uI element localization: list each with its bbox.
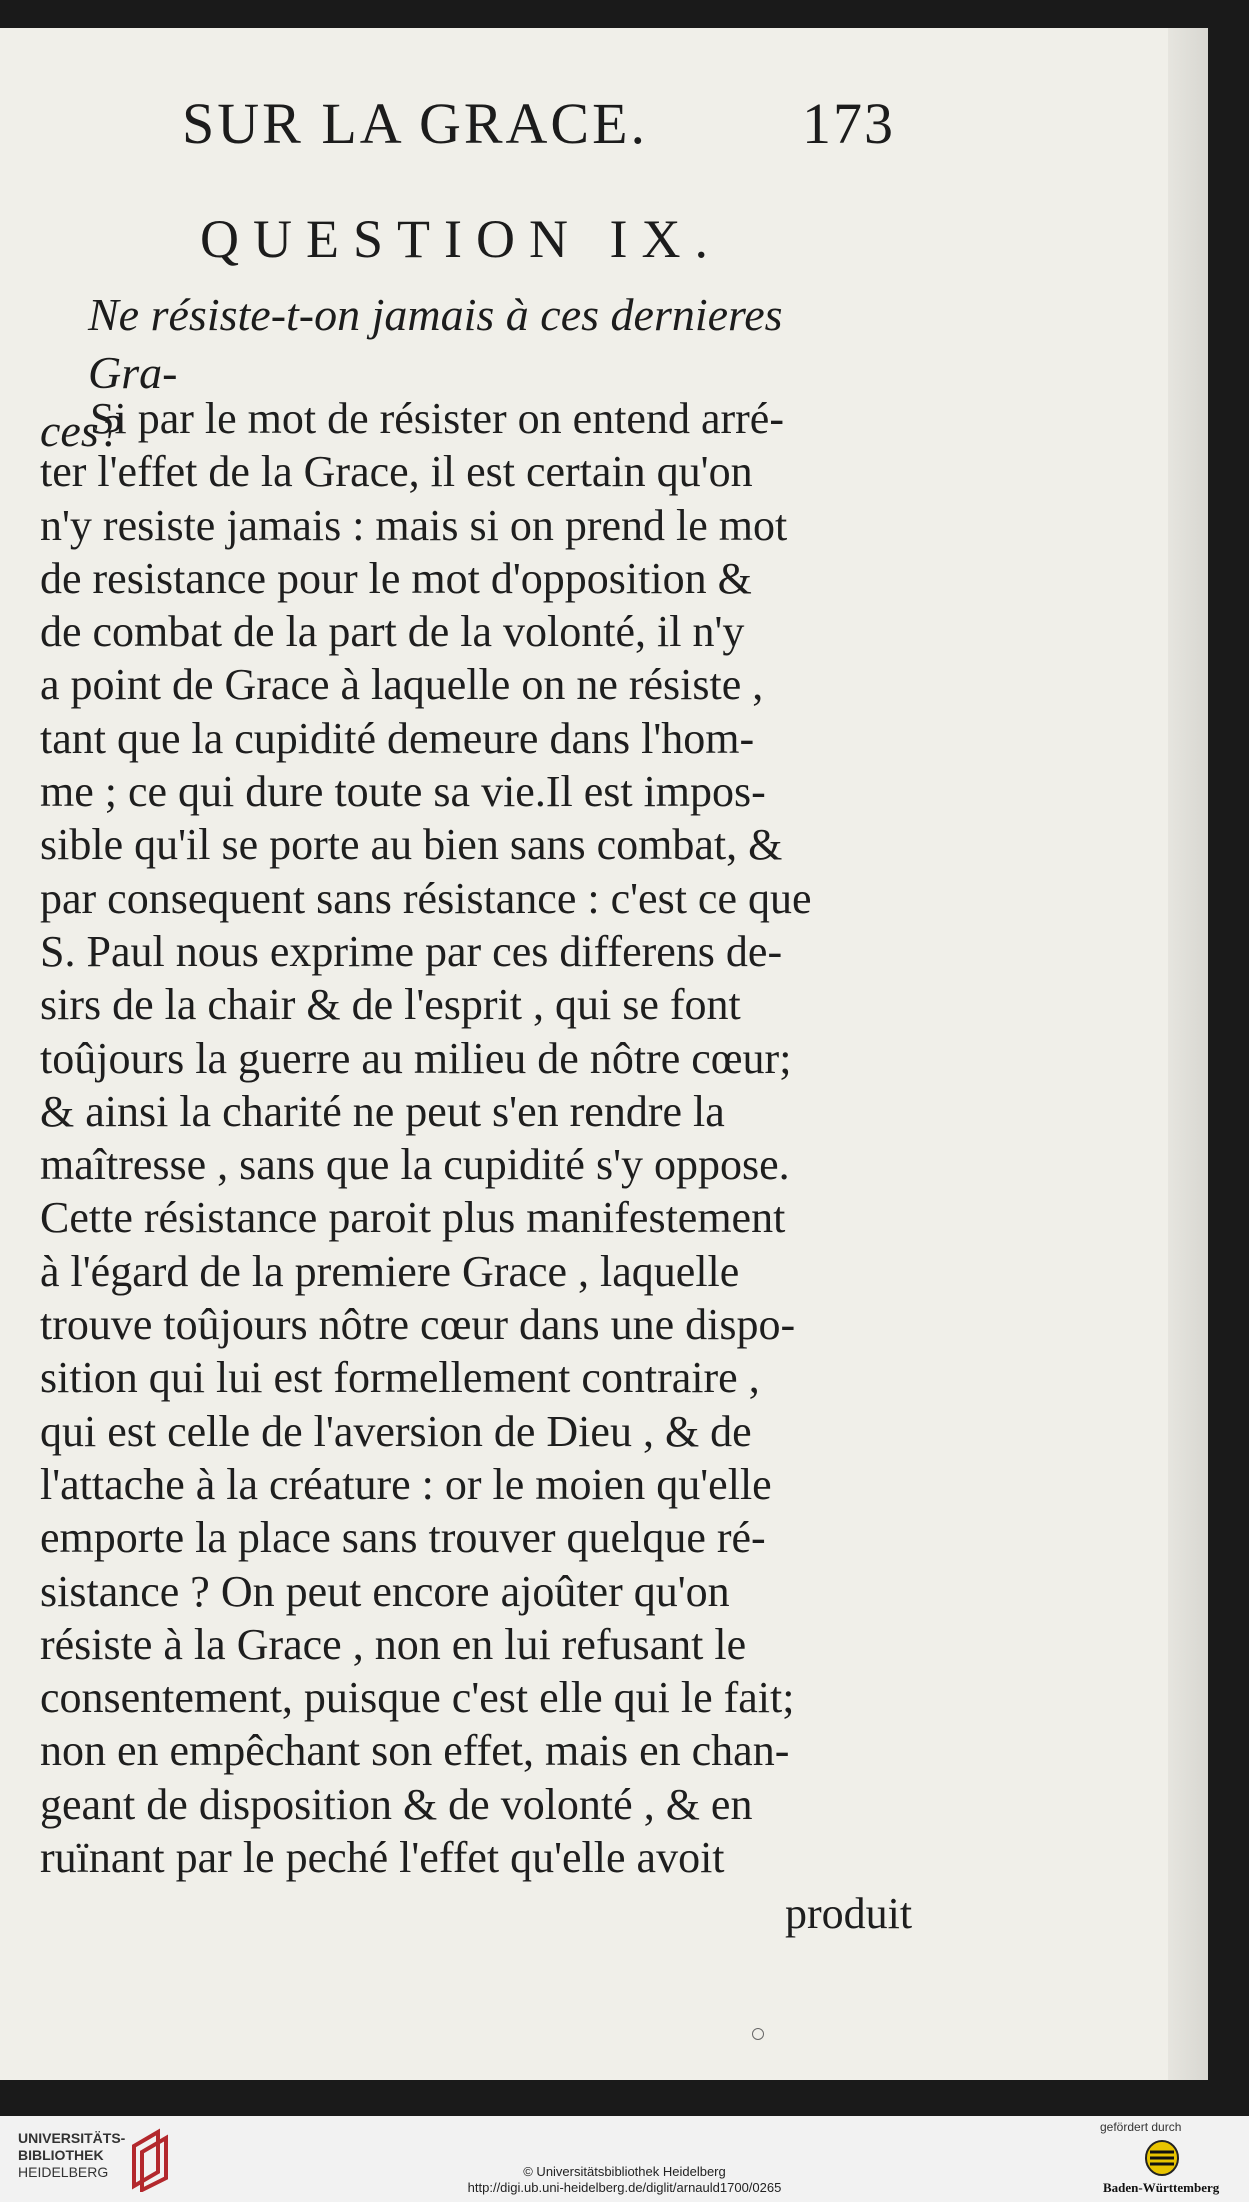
- footer-bar: [0, 2116, 1249, 2202]
- text-line: à l'égard de la premiere Grace , laquelle: [40, 1246, 740, 1296]
- text-line: a point de Grace à laquelle on ne résiste ,: [40, 660, 764, 710]
- permalink[interactable]: http://digi.ub.uni-heidelberg.de/diglit/arnauld1700/0265: [467, 2180, 782, 2195]
- page-edge: [1168, 28, 1208, 2080]
- text-line: trouve toûjours nôtre cœur dans une dispo-: [40, 1300, 796, 1350]
- library-name-line: BIBLIOTHEK: [18, 2147, 104, 2163]
- text-line: de resistance pour le mot d'opposition &: [40, 553, 752, 603]
- text-line: me ; ce qui dure toute sa vie.Il est impos-: [40, 767, 766, 817]
- copyright-block: [0, 2164, 1249, 2196]
- state-emblem-icon: [1138, 2138, 1186, 2178]
- running-head-title: SUR LA GRACE.: [182, 91, 649, 156]
- text-line: tant que la cupidité demeure dans l'hom-: [40, 713, 755, 763]
- text-line: ter l'effet de la Grace, il est certain qu'on: [40, 447, 753, 497]
- ornament-dot: [752, 2028, 764, 2040]
- text-line: sible qu'il se porte au bien sans combat, &: [40, 820, 783, 870]
- text-line: résiste à la Grace , non en lui refusant le: [40, 1619, 747, 1669]
- text-line: par consequent sans résistance : c'est ce que: [40, 873, 812, 923]
- text-line: Cette résistance paroit plus manifestement: [40, 1193, 786, 1243]
- library-name-line: UNIVERSITÄTS-: [18, 2130, 126, 2146]
- text-line: ruïnant par le peché l'effet qu'elle avoit: [40, 1833, 725, 1883]
- text-line: non en empêchant son effet, mais en chan-: [40, 1726, 790, 1776]
- text-line: maîtresse , sans que la cupidité s'y oppose.: [40, 1140, 790, 1190]
- body-text: [40, 392, 940, 1884]
- question-title-line: Ne résiste-t-on jamais à ces dernieres Gra-: [88, 289, 783, 398]
- running-header: [182, 90, 895, 157]
- text-line: sition qui lui est formellement contraire ,: [40, 1353, 760, 1403]
- copyright-text: © Universitätsbibliothek Heidelberg: [523, 2164, 726, 2179]
- funded-label: gefördert durch: [1100, 2120, 1182, 2134]
- text-line: S. Paul nous exprime par ces differens de-: [40, 926, 783, 976]
- text-line: & ainsi la charité ne peut s'en rendre la: [40, 1086, 725, 1136]
- page-number: 173: [802, 91, 895, 156]
- text-line: qui est celle de l'aversion de Dieu , & de: [40, 1406, 752, 1456]
- text-line: Si par le mot de résister on entend arré-: [90, 394, 784, 443]
- text-line: toûjours la guerre au milieu de nôtre cœur;: [40, 1033, 792, 1083]
- text-line: sistance ? On peut encore ajoûter qu'on: [40, 1566, 730, 1616]
- funder-name: Baden-Württemberg: [1103, 2180, 1220, 2195]
- text-line: l'attache à la créature : or le moien qu'elle: [40, 1459, 772, 1509]
- text-line: sirs de la chair & de l'esprit , qui se font: [40, 980, 741, 1030]
- question-heading: QUESTION IX.: [200, 209, 722, 269]
- text-line: consentement, puisque c'est elle qui le fait;: [40, 1673, 795, 1723]
- scanned-page: [0, 28, 1208, 2080]
- text-line: geant de disposition & de volonté , & en: [40, 1779, 753, 1829]
- question-title-line: ces?: [40, 405, 122, 456]
- text-line: n'y resiste jamais : mais si on prend le mot: [40, 500, 788, 550]
- library-name-line: HEIDELBERG: [18, 2164, 109, 2180]
- text-line: de combat de la part de la volonté, il n'y: [40, 607, 745, 657]
- text-line: emporte la place sans trouver quelque ré-: [40, 1513, 766, 1563]
- catchword: produit: [785, 1889, 913, 1938]
